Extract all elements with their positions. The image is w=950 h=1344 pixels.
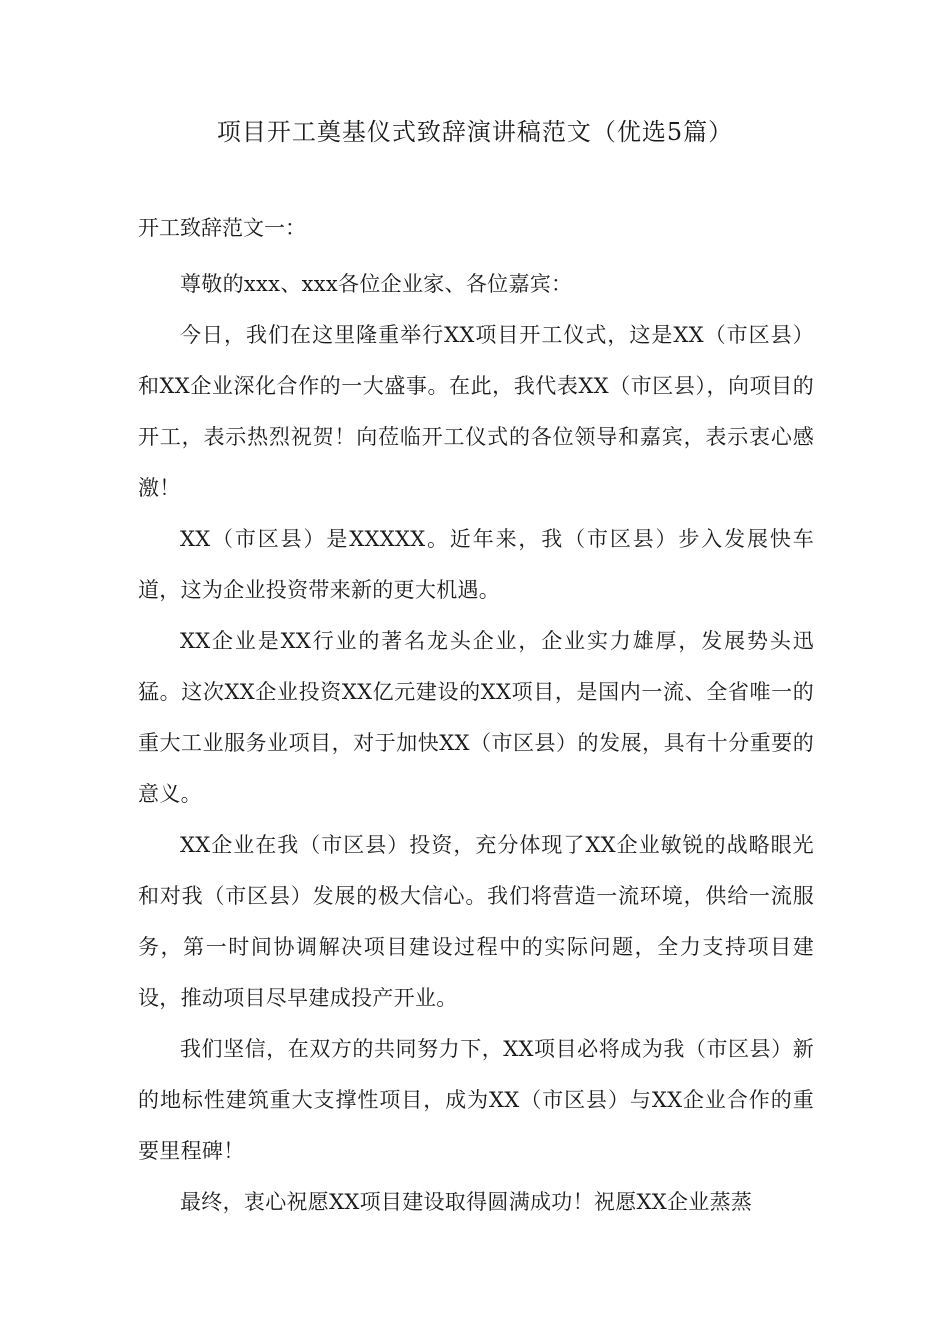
closing-paragraph: 最终，衷心祝愿XX项目建设取得圆满成功！祝愿XX企业蒸蒸 bbox=[180, 1190, 753, 1214]
document-title: 项目开工奠基仪式致辞演讲稿范文（优选5篇） bbox=[216, 118, 734, 146]
document-body bbox=[138, 259, 814, 1228]
body-paragraph: XX企业是XX行业的著名龙头企业，企业实力雄厚，发展势头迅猛。这次XX企业投资XX亿元建设的XX项目，是国内一流、全省唯一的重大工业服务业项目，对于加快XX（市区县）的发展，具有十分重要的意义。 bbox=[138, 629, 814, 806]
salutation-paragraph: 尊敬的xxx、xxx各位企业家、各位嘉宾： bbox=[180, 272, 573, 296]
body-paragraph: XX企业在我（市区县）投资，充分体现了XX企业敏锐的战略眼光和对我（市区县）发展的极大信心。我们将营造一流环境，供给一流服务，第一时间协调解决项目建设过程中的实际问题，全力支持项目建设，推动项目尽早建成投产开业。 bbox=[138, 833, 814, 1010]
body-paragraph: 我们坚信，在双方的共同努力下，XX项目必将成为我（市区县）新的地标性建筑重大支撑性项目，成为XX（市区县）与XX企业合作的重要里程碑！ bbox=[138, 1037, 814, 1163]
body-paragraph: 今日，我们在这里隆重举行XX项目开工仪式，这是XX（市区县）和XX企业深化合作的一大盛事。在此，我代表XX（市区县），向项目的开工，表示热烈祝贺！向莅临开工仪式的各位领导和嘉宾，表示衷心感激！ bbox=[138, 323, 814, 500]
body-paragraph: XX（市区县）是XXXXX。近年来，我（市区县）步入发展快车道，这为企业投资带来新的更大机遇。 bbox=[138, 527, 814, 602]
section-heading: 开工致辞范文一： bbox=[138, 216, 306, 240]
